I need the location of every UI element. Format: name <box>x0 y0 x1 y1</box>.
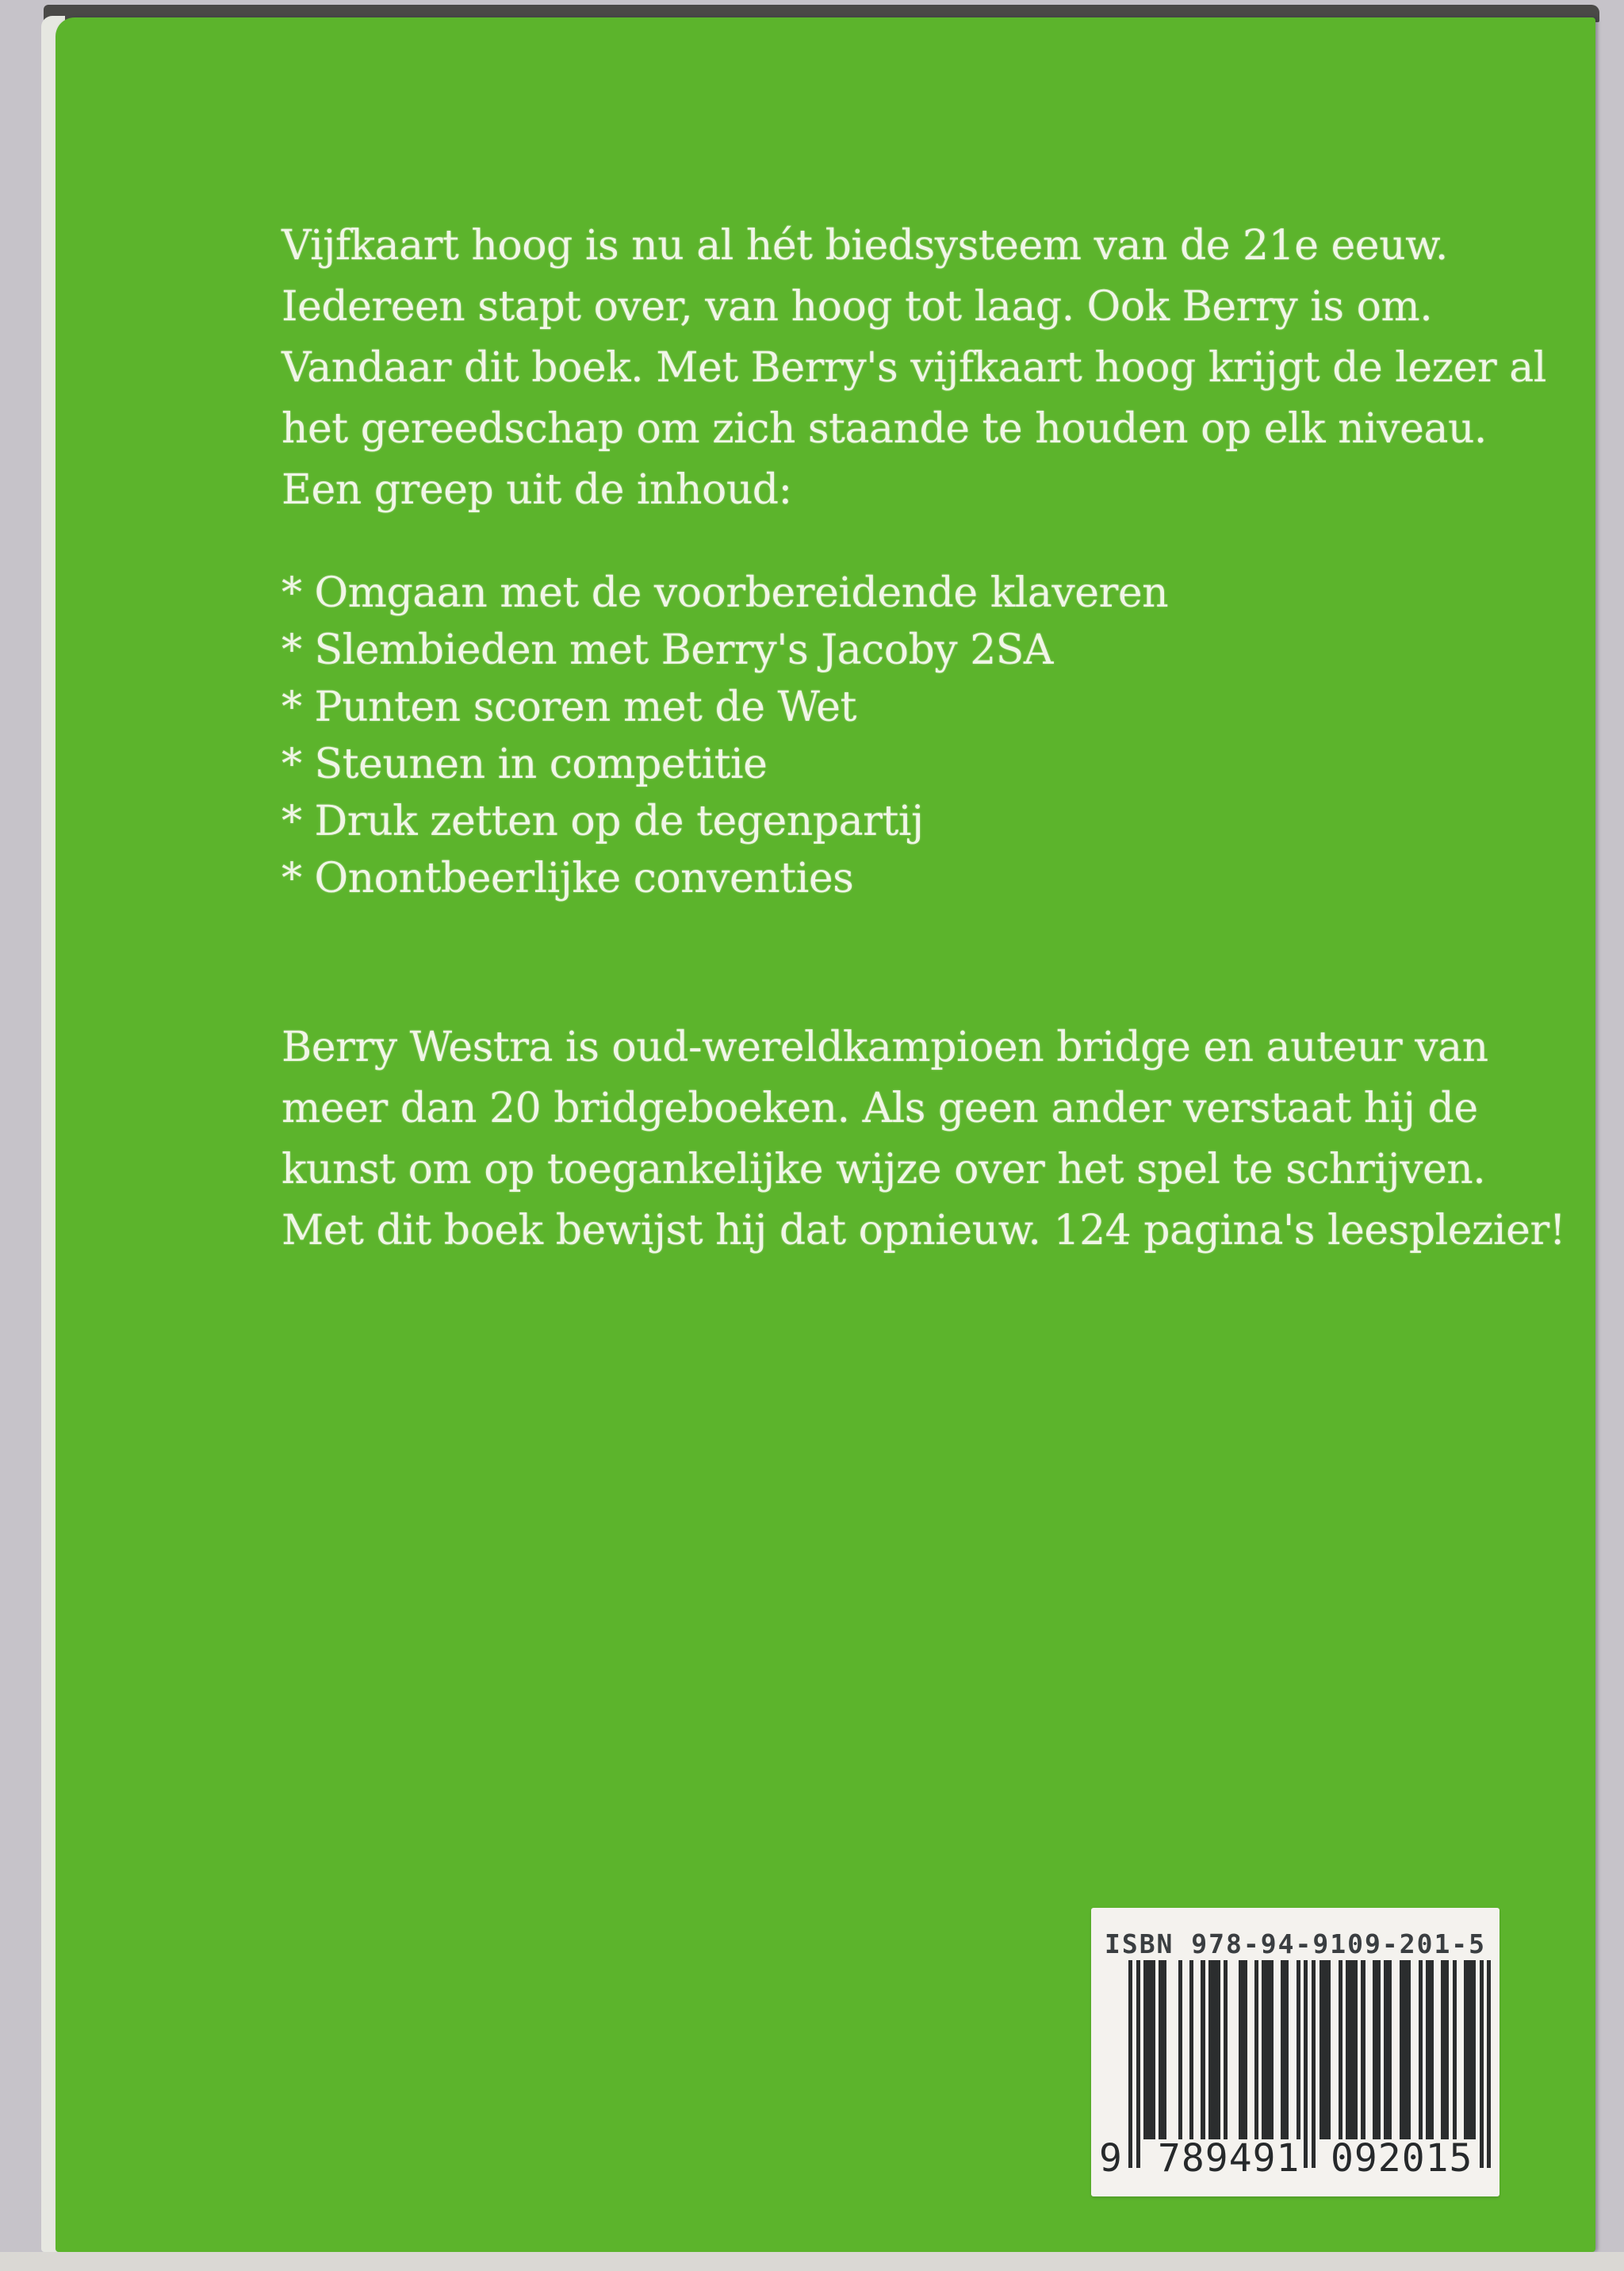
barcode-digit-group: 092015 <box>1331 2136 1473 2181</box>
barcode-bar <box>1254 1960 1258 2139</box>
text-line: * Druk zetten op de tegenpartij <box>282 798 924 845</box>
barcode-bar <box>1377 1960 1381 2139</box>
intro-paragraph <box>282 216 1546 521</box>
barcode-bar <box>1445 1960 1449 2139</box>
text-line: het gereedschap om zich staande te houden op elk niveau. <box>282 405 1487 453</box>
text-line: meer dan 20 bridgeboeken. Als geen ander verstaat hij de <box>282 1085 1478 1132</box>
text-line: * Onontbeerlijke conventies <box>282 855 854 902</box>
barcode-bar <box>1189 1960 1193 2139</box>
barcode-bar <box>1201 1960 1205 2139</box>
barcode-bar <box>1407 1960 1411 2139</box>
text-line: Met dit boek bewijst hij dat opnieuw. 124 pagina's leesplezier! <box>282 1207 1566 1254</box>
text-line: Een greep uit de inhoud: <box>282 466 792 514</box>
barcode-bar <box>1354 1960 1358 2139</box>
text-line: Vijfkaart hoog is nu al hét biedsysteem van de 21e eeuw. <box>282 222 1448 270</box>
barcode-label <box>1091 1908 1500 2196</box>
barcode-bar <box>1453 1960 1457 2139</box>
barcode-bar <box>1339 1960 1342 2139</box>
text-line: Vandaar dit boek. Met Berry's vijfkaart hoog krijgt de lezer al <box>282 344 1546 392</box>
barcode-bar <box>1285 1960 1289 2139</box>
barcode-bar <box>1419 1960 1423 2139</box>
barcode-bar <box>1270 1960 1274 2139</box>
barcode-bar <box>1388 1960 1392 2139</box>
barcode-digits <box>1091 2136 1500 2181</box>
isbn-number: ISBN 978-94-9109-201-5 <box>1104 1928 1487 1959</box>
barcode-bar <box>1297 1960 1300 2139</box>
barcode-bar <box>1162 1960 1166 2139</box>
barcode-bar <box>1472 1960 1476 2139</box>
barcode-digit-group: 9 <box>1099 2136 1123 2181</box>
barcode-bar <box>1178 1960 1182 2139</box>
text-line: kunst om op toegankelijke wijze over het spel te schrijven. <box>282 1146 1486 1193</box>
barcode-bar <box>1327 1960 1331 2139</box>
book-back-cover <box>56 17 1595 2252</box>
contents-bullet-list <box>282 565 1168 907</box>
barcode-digit-group: 789491 <box>1158 2136 1300 2181</box>
text-line: Iedereen stapt over, van hoog tot laag. Ook Berry is om. <box>282 283 1433 331</box>
text-line: Berry Westra is oud-wereldkampioen bridge en auteur van <box>282 1024 1488 1071</box>
barcode-bar <box>1151 1960 1155 2139</box>
scan-bottom-strip <box>0 2252 1624 2271</box>
text-line: * Slembieden met Berry's Jacoby 2SA <box>282 626 1053 674</box>
barcode-bar <box>1243 1960 1247 2139</box>
barcode-bar <box>1430 1960 1434 2139</box>
text-line: * Omgaan met de voorbereidende klaveren <box>282 569 1169 617</box>
author-paragraph <box>282 1017 1565 1262</box>
barcode-bar <box>1361 1960 1365 2139</box>
text-line: * Punten scoren met de Wet <box>282 684 856 731</box>
barcode-bar <box>1224 1960 1228 2139</box>
barcode-bar <box>1216 1960 1220 2139</box>
text-line: * Steunen in competitie <box>282 741 768 788</box>
